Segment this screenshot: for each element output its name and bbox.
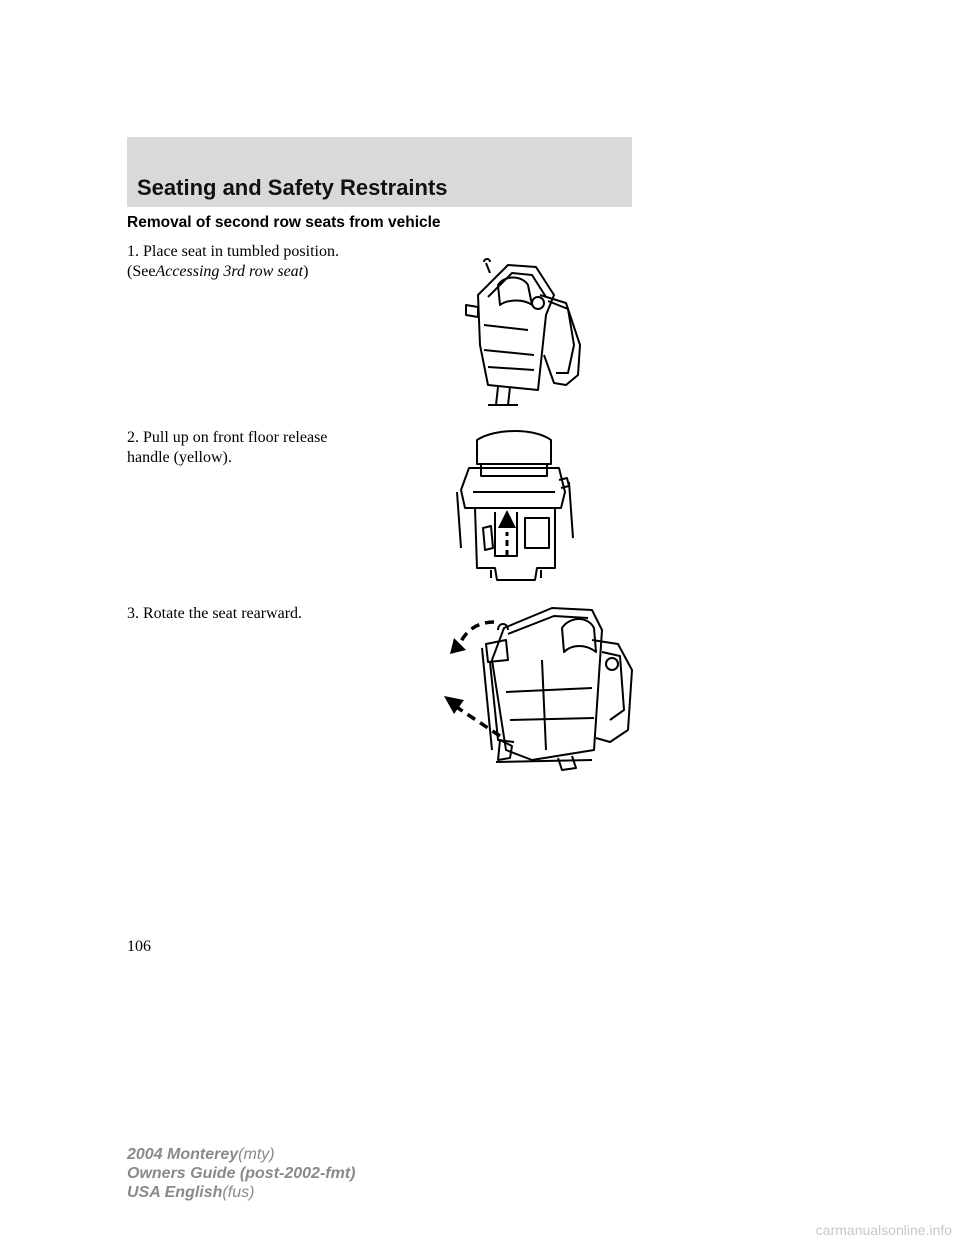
- step-2-line-2: handle (yellow).: [127, 449, 232, 466]
- footer-line-3: USA English(fus): [127, 1184, 255, 1201]
- watermark: carmanualsonline.info: [815, 1222, 952, 1238]
- step-2-line-1: 2. Pull up on front floor release: [127, 429, 328, 446]
- step-1-text: [127, 242, 339, 282]
- figure-seat-tumbled: [448, 255, 598, 415]
- step-3-text: [127, 604, 302, 624]
- page-number: 106: [127, 938, 151, 955]
- footer-line-2: Owners Guide (post-2002-fmt): [127, 1165, 356, 1182]
- step-1-reference: (SeeAccessing 3rd row seat): [127, 263, 309, 280]
- document-footer: [127, 1145, 355, 1202]
- step-1-reference-link: Accessing 3rd row seat: [155, 263, 304, 280]
- step-2-text: [127, 428, 327, 468]
- figure-floor-release-handle: [455, 428, 585, 588]
- step-1-line: 1. Place seat in tumbled position.: [127, 243, 339, 260]
- step-3-line: 3. Rotate the seat rearward.: [127, 605, 303, 622]
- footer-line-1: 2004 Monterey(mty): [127, 1146, 275, 1163]
- section-header-band: [127, 137, 632, 207]
- section-header-title: Seating and Safety Restraints: [137, 175, 448, 200]
- section-heading: Removal of second row seats from vehicle: [127, 214, 441, 231]
- figure-seat-rotate-rearward: [442, 600, 642, 775]
